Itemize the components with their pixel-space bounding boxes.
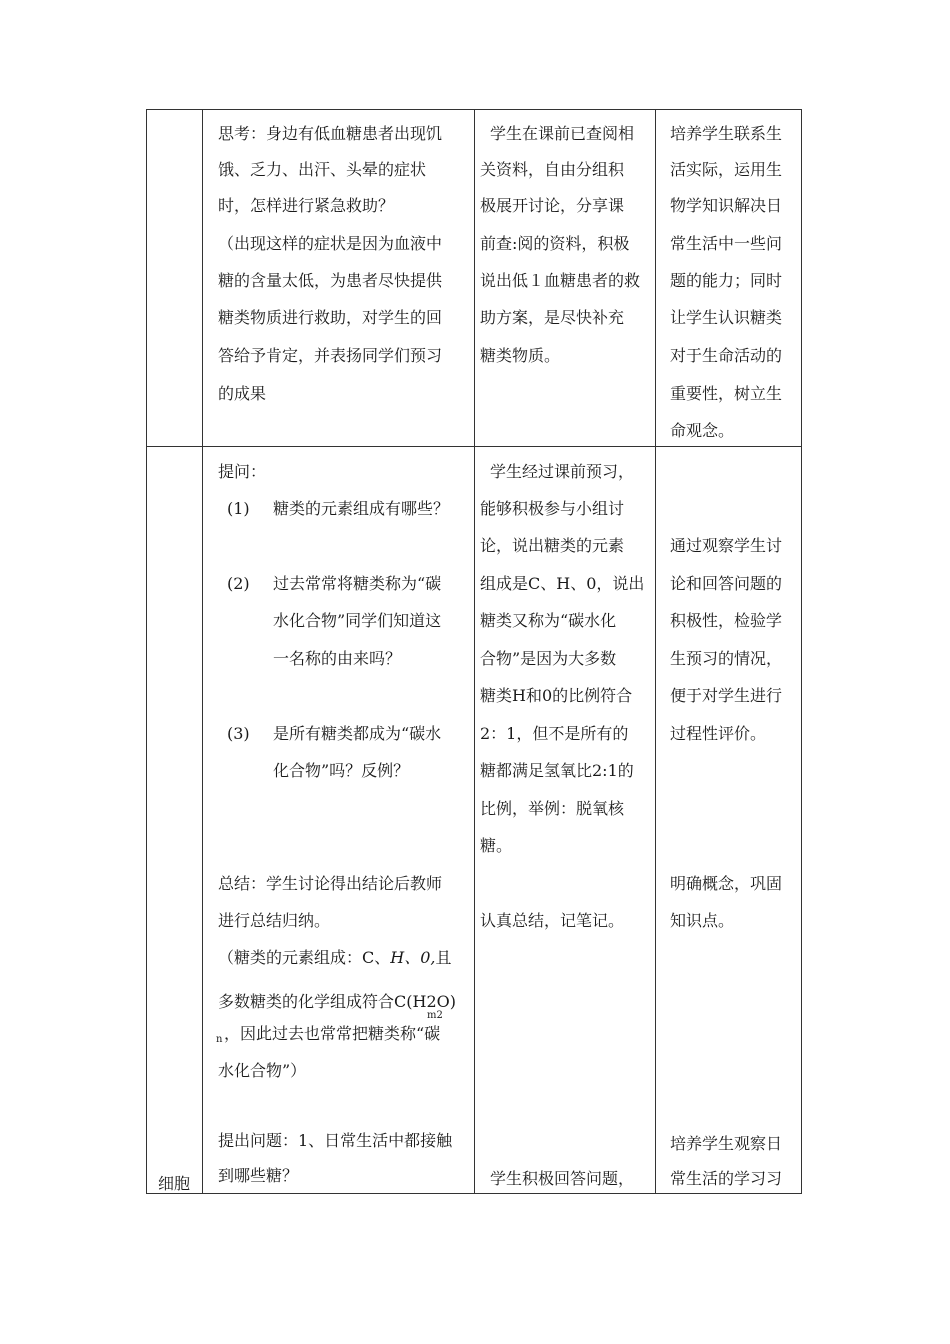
teacher-activity-line: 时，怎样进行紧急救助？ — [218, 196, 395, 215]
question-text: 糖类的元素组成有哪些？ — [273, 499, 450, 518]
evaluation-line: 论和回答问题的 — [670, 574, 783, 593]
formula-line: ，因此过去也常常把糖类称“碳 — [224, 1024, 441, 1043]
question-text: 化合物”吗？反例？ — [273, 761, 410, 780]
student-discussion-line: 能够积极参与小组讨 — [480, 499, 625, 518]
evaluation-line: 积极性，检验学 — [670, 611, 783, 630]
section-label: 细胞 — [158, 1174, 191, 1193]
table-left-border — [146, 109, 147, 1194]
student-discussion-line: 合物”是因为大多数 — [480, 649, 617, 668]
student-discussion-line: 比例，举例：脱氧核 — [480, 799, 625, 818]
question-number: (2) — [227, 574, 250, 593]
student-discussion-line: 学生经过课前预习， — [490, 462, 635, 481]
evaluation-line: 便于对学生进行 — [670, 686, 783, 705]
design-intent-line: 常生活中一些问 — [670, 234, 783, 253]
design-intent-line: 让学生认识糖类 — [670, 308, 783, 327]
student-activity-line: 说出低１血糖患者的救 — [480, 271, 641, 290]
formula-line: 多数糖类的化学组成符合C(H2O) — [218, 992, 456, 1011]
design-intent-line: 重要性，树立生 — [670, 384, 783, 403]
student-discussion-line: 论，说出糖类的元素 — [480, 536, 625, 555]
habit-line: 常生活的学习习 — [670, 1169, 783, 1188]
question-number: (3) — [227, 724, 250, 743]
question-text: 过去常常将糖类称为“碳 — [273, 574, 442, 593]
formula-line — [218, 948, 452, 968]
design-intent-line: 活实际，运用生 — [670, 160, 783, 179]
student-answer: 学生积极回答问题， — [490, 1169, 635, 1188]
evaluation-line: 通过观察学生讨 — [670, 536, 783, 555]
evaluation-line: 过程性评价。 — [670, 724, 767, 743]
concept-line: 知识点。 — [670, 911, 735, 930]
student-discussion-line: 糖类又称为“碳水化 — [480, 611, 617, 630]
table-right-border — [801, 109, 802, 1194]
design-intent-line: 命观念。 — [670, 421, 735, 440]
summary-text: 进行总结归纳。 — [218, 911, 331, 930]
question-text: 一名称的由来吗？ — [273, 649, 402, 668]
summary-text: 总结：学生讨论得出结论后教师 — [218, 874, 443, 893]
formula-elements: H、0, — [390, 948, 436, 967]
student-discussion-line: 糖。 — [480, 836, 513, 855]
design-intent-line: 培养学生联系生 — [670, 124, 783, 143]
ask-label: 提问： — [218, 462, 267, 481]
formula-text: （糖类的元素组成：C、 — [218, 948, 391, 967]
formula-text: 且 — [435, 948, 452, 967]
follow-up-question: 提出问题：1、日常生活中都接触 — [218, 1131, 453, 1150]
column-divider-1 — [202, 109, 203, 1194]
column-divider-2 — [474, 109, 475, 1194]
student-activity-line: 关资料，自由分组积 — [480, 160, 625, 179]
student-activity-line: 糖类物质。 — [480, 346, 561, 365]
design-intent-line: 对于生命活动的 — [670, 346, 783, 365]
question-text: 水化合物”同学们知道这 — [273, 611, 442, 630]
student-activity-line: 前查:阅的资料，积极 — [480, 234, 630, 253]
formula-line: 水化合物”） — [218, 1061, 307, 1080]
student-discussion-line: 2：1，但不是所有的 — [480, 724, 629, 743]
teacher-activity-line: 饿、乏力、出汗、头晕的症状 — [218, 160, 427, 179]
habit-line: 培养学生观察日 — [670, 1134, 783, 1153]
follow-up-question: 到哪些糖？ — [218, 1166, 299, 1185]
teacher-activity-line: 的成果 — [218, 384, 267, 403]
evaluation-line: 生预习的情况， — [670, 649, 783, 668]
teacher-activity-line: 糖的含量太低，为患者尽快提供 — [218, 271, 443, 290]
formula-subscript: n — [216, 1034, 223, 1045]
column-divider-3 — [655, 109, 656, 1194]
student-discussion-line: 糖都满足氢氧比2:1的 — [480, 761, 634, 780]
design-intent-line: 题的能力；同时 — [670, 271, 783, 290]
student-activity-line: 学生在课前已查阅相 — [490, 124, 635, 143]
student-discussion-line: 糖类H和0的比例符合 — [480, 686, 633, 705]
teacher-activity-line: 思考：身边有低血糖患者出现饥 — [218, 124, 443, 143]
formula-subscript: m2 — [427, 1010, 443, 1021]
teacher-activity-line: 糖类物质进行救助，对学生的回 — [218, 308, 443, 327]
question-number: (1) — [227, 499, 250, 518]
student-notes: 认真总结，记笔记。 — [480, 911, 625, 930]
teacher-activity-line: （出现这样的症状是因为血液中 — [218, 234, 443, 253]
student-discussion-line: 组成是C、H、0，说出 — [480, 574, 645, 593]
student-activity-line: 助方案，是尽快补充 — [480, 308, 625, 327]
concept-line: 明确概念，巩固 — [670, 874, 783, 893]
design-intent-line: 物学知识解决日 — [670, 196, 783, 215]
teacher-activity-line: 答给予肯定，并表扬同学们预习 — [218, 346, 443, 365]
question-text: 是所有糖类都成为“碳水 — [273, 724, 442, 743]
student-activity-line: 极展开讨论，分享课 — [480, 196, 625, 215]
